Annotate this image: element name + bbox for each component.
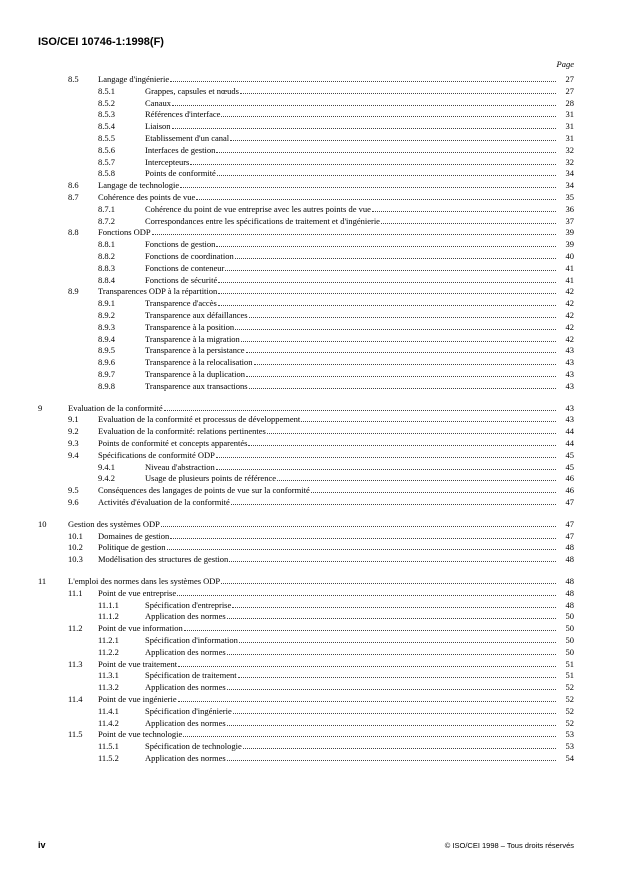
toc-entry-title: Point de vue entreprise xyxy=(98,587,177,598)
toc-entry-number: 10 xyxy=(38,518,47,529)
toc-dot-leader xyxy=(233,705,556,714)
toc-entry-title: Transparence aux transactions xyxy=(145,380,248,391)
toc-entry-number: 11.4.1 xyxy=(98,705,119,716)
toc-entry[interactable] xyxy=(0,73,619,85)
toc-entry-page: 52 xyxy=(565,705,574,716)
toc-entry-number: 8.5.8 xyxy=(98,168,115,179)
toc-dot-leader xyxy=(180,179,556,188)
toc-entry[interactable] xyxy=(0,191,619,203)
toc-entry-title: Correspondances entre les spécifications de traitement et d'ingénierie xyxy=(145,215,380,226)
toc-entry-title: Langage de technologie xyxy=(98,180,180,191)
toc-entry-page: 41 xyxy=(565,274,574,285)
toc-dot-leader xyxy=(240,85,556,94)
toc-dot-leader xyxy=(254,356,556,365)
toc-entry-page: 54 xyxy=(565,753,574,763)
toc-entry-page: 43 xyxy=(565,402,574,413)
toc-entry-number: 11 xyxy=(38,576,47,586)
toc-dot-leader xyxy=(230,132,556,141)
toc-entry-page: 51 xyxy=(565,670,574,681)
toc-entry-title: Spécification d'information xyxy=(145,635,238,645)
toc-entry-title: Evaluation de la conformité xyxy=(68,402,163,413)
toc-entry-page: 45 xyxy=(565,461,574,472)
toc-entry-number: 11.1.1 xyxy=(98,599,119,610)
toc-entry[interactable] xyxy=(0,610,619,622)
toc-entry[interactable] xyxy=(0,333,619,345)
toc-entry[interactable] xyxy=(0,179,619,191)
toc-entry-page: 40 xyxy=(565,251,574,261)
toc-dot-leader xyxy=(183,728,556,737)
toc-entry-page: 28 xyxy=(565,97,574,108)
toc-dot-leader xyxy=(190,156,556,165)
toc-entry-page: 37 xyxy=(565,215,574,226)
toc-entry[interactable] xyxy=(0,285,619,297)
toc-entry-number: 8.5.1 xyxy=(98,85,115,96)
toc-entry-page: 45 xyxy=(565,449,574,460)
toc-entry-number: 8.5.6 xyxy=(98,144,115,155)
toc-entry-title: Point de vue technologie xyxy=(98,729,183,740)
toc-entry-number: 8.9.5 xyxy=(98,345,115,356)
toc-entry-page: 34 xyxy=(565,168,574,179)
toc-entry[interactable] xyxy=(0,215,619,227)
toc-entry-title: Cohérence du point de vue entreprise avec les autres points de vue xyxy=(145,203,371,214)
toc-dot-leader xyxy=(246,344,556,353)
toc-entry[interactable] xyxy=(0,144,619,156)
footer-page-number: iv xyxy=(38,840,46,850)
toc-entry-page: 46 xyxy=(565,485,574,496)
toc-entry[interactable] xyxy=(0,461,619,473)
toc-entry-page: 31 xyxy=(565,133,574,143)
toc-entry-page: 31 xyxy=(565,121,574,132)
toc-entry-number: 8.9.7 xyxy=(98,369,115,379)
toc-entry-page: 44 xyxy=(565,438,574,448)
toc-entry-number: 9.4.2 xyxy=(98,473,115,484)
toc-entry-page: 46 xyxy=(565,473,574,484)
toc-entry-number: 8.9.8 xyxy=(98,380,115,391)
toc-entry-number: 8.6 xyxy=(68,180,79,191)
toc-entry[interactable] xyxy=(0,85,619,97)
toc-entry-page: 50 xyxy=(565,646,574,657)
toc-entry-title: Transparence aux défaillances xyxy=(145,310,248,320)
toc-entry[interactable] xyxy=(0,120,619,132)
toc-dot-leader xyxy=(161,518,556,527)
toc-entry-title: Interfaces de gestion xyxy=(145,144,216,155)
toc-entry-number: 8.9.3 xyxy=(98,321,115,332)
toc-entry-title: Application des normes xyxy=(145,682,226,693)
toc-entry-page: 50 xyxy=(565,635,574,645)
toc-entry-title: Application des normes xyxy=(145,717,226,728)
toc-entry-page: 53 xyxy=(565,729,574,740)
toc-dot-leader xyxy=(217,167,556,176)
toc-entry[interactable] xyxy=(0,167,619,179)
toc-entry-title: Points de conformité et concepts apparentés xyxy=(98,438,248,448)
toc-dot-leader xyxy=(277,472,556,481)
toc-entry-number: 8.5.7 xyxy=(98,156,115,167)
toc-entry-title: Intercepteurs xyxy=(145,156,190,167)
toc-entry-number: 8.5.3 xyxy=(98,109,115,120)
toc-entry-title: Usage de plusieurs points de référence xyxy=(145,473,276,484)
toc-entry-title: Spécification de technologie xyxy=(145,741,242,752)
toc-entry-page: 52 xyxy=(565,682,574,693)
toc-entry-number: 10.1 xyxy=(68,530,83,541)
toc-entry-number: 11.3.1 xyxy=(98,670,119,681)
toc-entry-page: 42 xyxy=(565,321,574,332)
toc-entry-page: 52 xyxy=(565,717,574,728)
toc-entry-title: Transparence d'accès xyxy=(145,298,217,309)
page-column-label: Page xyxy=(556,59,574,69)
toc-dot-leader xyxy=(216,238,556,247)
toc-entry[interactable] xyxy=(0,262,619,274)
toc-dot-leader xyxy=(221,108,556,117)
toc-entry-number: 8.7.1 xyxy=(98,203,115,214)
toc-entry-page: 50 xyxy=(565,611,574,622)
toc-entry-title: Gestion des systèmes ODP xyxy=(68,518,160,529)
toc-dot-leader xyxy=(248,437,556,446)
toc-dot-leader xyxy=(229,553,556,562)
toc-entry-title: Etablissement d'un canal xyxy=(145,133,230,143)
toc-entry-title: Transparences ODP à la répartition xyxy=(98,286,218,297)
toc-entry-page: 44 xyxy=(565,426,574,437)
toc-entry-page: 48 xyxy=(565,587,574,598)
toc-entry-title: Spécification d'entreprise xyxy=(145,599,232,610)
toc-entry-title: Fonctions de conteneur xyxy=(145,262,225,273)
toc-entry-title: Spécification d'ingénierie xyxy=(145,705,232,716)
toc-entry-page: 48 xyxy=(565,554,574,565)
toc-entry-page: 39 xyxy=(565,239,574,250)
toc-entry-page: 51 xyxy=(565,658,574,669)
toc-entry-title: Points de conformité xyxy=(145,168,216,179)
toc-entry-number: 11.5.1 xyxy=(98,741,119,752)
toc-entry-title: Fonctions de coordination xyxy=(145,251,234,261)
toc-entry-page: 42 xyxy=(565,333,574,344)
toc-entry-page: 47 xyxy=(565,530,574,541)
toc-entry-page: 43 xyxy=(565,345,574,356)
toc-entry-title: Activités d'évaluation de la conformité xyxy=(98,497,230,507)
toc-entry[interactable] xyxy=(0,368,619,380)
toc-entry[interactable] xyxy=(0,97,619,109)
toc-entry-page: 43 xyxy=(565,380,574,391)
toc-entry[interactable] xyxy=(0,646,619,658)
toc-entry-page: 41 xyxy=(565,262,574,273)
toc-entry-title: Cohérence des points de vue xyxy=(98,192,196,202)
toc-entry-page: 42 xyxy=(565,286,574,297)
toc-entry-page: 39 xyxy=(565,227,574,238)
toc-entry-page: 47 xyxy=(565,518,574,529)
toc-dot-leader xyxy=(381,215,556,224)
toc-entry[interactable] xyxy=(0,238,619,250)
toc-entry-number: 9.5 xyxy=(68,485,79,496)
toc-entry-title: Evaluation de la conformité: relations pertinentes xyxy=(98,426,266,437)
toc-dot-leader xyxy=(238,669,556,678)
toc-entry[interactable] xyxy=(0,728,619,740)
toc-entry-number: 8.5.2 xyxy=(98,97,115,108)
toc-entry-page: 35 xyxy=(565,192,574,202)
toc-entry-title: Domaines de gestion xyxy=(98,530,170,541)
toc-entry-number: 8.5.5 xyxy=(98,133,115,143)
toc-entry[interactable] xyxy=(0,669,619,681)
toc-entry[interactable] xyxy=(0,496,619,508)
toc-entry-title: Point de vue ingénierie xyxy=(98,694,177,704)
toc-dot-leader xyxy=(164,402,556,411)
toc-entry-number: 8.5 xyxy=(68,74,79,84)
toc-entry[interactable] xyxy=(0,250,619,262)
toc-entry-title: Application des normes xyxy=(145,611,226,622)
toc-entry[interactable] xyxy=(0,321,619,333)
toc-entry[interactable] xyxy=(0,156,619,168)
toc-dot-leader xyxy=(177,587,556,596)
toc-entry[interactable] xyxy=(0,449,619,461)
toc-dot-leader xyxy=(225,262,556,271)
toc-entry[interactable] xyxy=(0,518,619,530)
document-header-title: ISO/CEI 10746-1:1998(F) xyxy=(38,36,164,48)
toc-entry-number: 11.3.2 xyxy=(98,682,119,693)
toc-entry-page: 43 xyxy=(565,369,574,379)
toc-entry[interactable] xyxy=(0,413,619,425)
toc-entry-number: 9.1 xyxy=(68,414,79,425)
toc-entry-number: 8.8.4 xyxy=(98,274,115,285)
toc-dot-leader xyxy=(178,658,556,667)
toc-entry-number: 10.2 xyxy=(68,542,83,553)
toc-dot-leader xyxy=(170,530,556,539)
toc-dot-leader xyxy=(196,191,556,200)
toc-entry-title: Niveau d'abstraction xyxy=(145,461,215,472)
toc-entry-title: Evaluation de la conformité et processus de développement xyxy=(98,414,301,425)
toc-entry[interactable] xyxy=(0,541,619,553)
toc-entry-number: 8.8.1 xyxy=(98,239,115,250)
toc-entry-page: 47 xyxy=(565,497,574,507)
toc-entry-page: 50 xyxy=(565,623,574,634)
toc-entry-number: 8.9.2 xyxy=(98,310,115,320)
toc-entry[interactable] xyxy=(0,344,619,356)
toc-dot-leader xyxy=(267,425,556,434)
toc-entry-page: 53 xyxy=(565,741,574,752)
toc-dot-leader xyxy=(218,285,556,294)
toc-entry-title: Fonctions de gestion xyxy=(145,239,216,250)
toc-entry-number: 9.4.1 xyxy=(98,461,115,472)
toc-entry-page: 27 xyxy=(565,74,574,84)
toc-entry-number: 11.3 xyxy=(68,658,83,669)
toc-entry-number: 9 xyxy=(38,402,43,413)
toc-dot-leader xyxy=(216,144,556,153)
toc-dot-leader xyxy=(218,297,556,306)
toc-entry[interactable] xyxy=(0,740,619,752)
toc-entry[interactable] xyxy=(0,599,619,611)
toc-entry[interactable] xyxy=(0,717,619,729)
toc-entry-number: 8.7 xyxy=(68,192,79,202)
toc-dot-leader xyxy=(172,97,556,106)
toc-entry[interactable] xyxy=(0,425,619,437)
toc-entry-number: 8.8.3 xyxy=(98,262,115,273)
toc-entry-title: Fonctions de sécurité xyxy=(145,274,218,285)
toc-dot-leader xyxy=(311,484,556,493)
toc-dot-leader xyxy=(241,333,556,342)
toc-dot-leader xyxy=(243,740,556,749)
toc-dot-leader xyxy=(216,461,556,470)
toc-dot-leader xyxy=(246,368,556,377)
toc-entry-number: 11.5.2 xyxy=(98,753,119,763)
toc-entry-page: 43 xyxy=(565,357,574,368)
toc-entry-title: Point de vue traitement xyxy=(98,658,178,669)
toc-entry[interactable] xyxy=(0,693,619,705)
toc-entry-page: 48 xyxy=(565,576,574,586)
toc-entry-number: 8.9.6 xyxy=(98,357,115,368)
toc-entry[interactable] xyxy=(0,203,619,215)
toc-entry[interactable] xyxy=(0,297,619,309)
toc-entry-title: Liaison xyxy=(145,121,171,132)
toc-entry-title: Transparence à la relocalisation xyxy=(145,357,253,368)
toc-entry-title: Grappes, capsules et nœuds xyxy=(145,85,239,96)
toc-entry-page: 32 xyxy=(565,156,574,167)
toc-entry-title: Spécification de traitement xyxy=(145,670,237,681)
toc-entry-page: 52 xyxy=(565,694,574,704)
toc-dot-leader xyxy=(172,120,557,129)
toc-dot-leader xyxy=(184,622,556,631)
toc-entry[interactable] xyxy=(0,472,619,484)
toc-entry[interactable] xyxy=(0,530,619,542)
toc-dot-leader xyxy=(167,541,556,550)
toc-dot-leader xyxy=(235,321,556,330)
toc-dot-leader xyxy=(227,646,556,655)
toc-entry-number: 8.7.2 xyxy=(98,215,115,226)
toc-dot-leader xyxy=(232,599,556,608)
toc-entry-title: Conséquences des langages de points de vue sur la conformité xyxy=(98,485,310,496)
toc-entry-title: Langage d'ingénierie xyxy=(98,74,170,84)
toc-entry-title: Spécifications de conformité ODP xyxy=(98,449,215,460)
toc-entry[interactable] xyxy=(0,437,619,449)
toc-entry-page: 32 xyxy=(565,144,574,155)
toc-entry-title: Canaux xyxy=(145,97,171,108)
toc-entry-number: 9.6 xyxy=(68,497,79,507)
toc-entry[interactable] xyxy=(0,274,619,286)
toc-entry-title: Transparence à la persistance xyxy=(145,345,245,356)
toc-entry-number: 9.3 xyxy=(68,438,79,448)
toc-entry-title: Transparence à la duplication xyxy=(145,369,245,379)
toc-dot-leader xyxy=(178,693,556,702)
toc-entry-number: 9.2 xyxy=(68,426,79,437)
toc-entry[interactable] xyxy=(0,226,619,238)
toc-entry-page: 43 xyxy=(565,414,574,425)
toc-dot-leader xyxy=(216,449,556,458)
toc-entry[interactable] xyxy=(0,658,619,670)
toc-entry-number: 11.1.2 xyxy=(98,611,119,622)
toc-dot-leader xyxy=(218,274,556,283)
toc-entry-title: Politique de gestion xyxy=(98,542,166,553)
toc-entry[interactable] xyxy=(0,681,619,693)
toc-entry-number: 11.5 xyxy=(68,729,83,740)
toc-dot-leader xyxy=(249,380,556,389)
toc-entry-number: 10.3 xyxy=(68,554,83,565)
toc-entry-page: 42 xyxy=(565,310,574,320)
toc-dot-leader xyxy=(170,73,556,82)
toc-entry-number: 11.4 xyxy=(68,694,83,704)
toc-entry[interactable] xyxy=(0,587,619,599)
toc-entry[interactable] xyxy=(0,634,619,646)
toc-entry-number: 11.1 xyxy=(68,587,83,598)
toc-entry-number: 8.9.1 xyxy=(98,298,115,309)
toc-entry-page: 42 xyxy=(565,298,574,309)
toc-entry[interactable] xyxy=(0,356,619,368)
toc-entry-number: 11.2 xyxy=(68,623,83,634)
toc-entry-number: 8.5.4 xyxy=(98,121,115,132)
toc-entry-title: L'emploi des normes dans les systèmes ODP xyxy=(68,576,221,586)
toc-entry[interactable] xyxy=(0,132,619,144)
footer-copyright: © ISO/CEI 1998 – Tous droits réservés xyxy=(444,841,574,850)
toc-entry[interactable] xyxy=(0,553,619,565)
toc-entry-title: Fonctions ODP xyxy=(98,227,151,238)
toc-entry-title: Application des normes xyxy=(145,753,226,763)
toc-entry-title: Transparence à la migration xyxy=(145,333,240,344)
toc-entry[interactable] xyxy=(0,108,619,120)
toc-entry-title: Références d'interface xyxy=(145,109,221,120)
toc-entry-page: 27 xyxy=(565,85,574,96)
toc-dot-leader xyxy=(239,634,556,643)
toc-entry[interactable] xyxy=(0,705,619,717)
toc-entry-number: 8.9 xyxy=(68,286,79,297)
toc-dot-leader xyxy=(227,752,556,761)
toc-entry[interactable] xyxy=(0,380,619,392)
toc-dot-leader xyxy=(152,226,556,235)
toc-dot-leader xyxy=(235,250,556,259)
toc-dot-leader xyxy=(227,681,556,690)
toc-dot-leader xyxy=(231,496,556,505)
toc-entry-page: 31 xyxy=(565,109,574,120)
toc-entry-page: 36 xyxy=(565,203,574,214)
toc-entry-page: 48 xyxy=(565,542,574,553)
toc-entry-number: 11.4.2 xyxy=(98,717,119,728)
toc-entry-number: 8.8.2 xyxy=(98,251,115,261)
toc-dot-leader xyxy=(227,717,556,726)
toc-entry[interactable] xyxy=(0,575,619,587)
toc-entry[interactable] xyxy=(0,622,619,634)
toc-dot-leader xyxy=(372,203,556,212)
toc-entry-number: 11.2.1 xyxy=(98,635,119,645)
toc-entry-number: 8.9.4 xyxy=(98,333,115,344)
toc-entry-number: 9.4 xyxy=(68,449,79,460)
toc-entry[interactable] xyxy=(0,484,619,496)
toc-entry[interactable] xyxy=(0,402,619,414)
toc-entry-number: 11.2.2 xyxy=(98,646,119,657)
toc-entry-number: 8.8 xyxy=(68,227,79,238)
toc-entry-title: Application des normes xyxy=(145,646,226,657)
toc-entry-title: Point de vue information xyxy=(98,623,183,634)
toc-dot-leader xyxy=(249,309,556,318)
toc-entry-page: 34 xyxy=(565,180,574,191)
toc-dot-leader xyxy=(221,575,556,584)
toc-dot-leader xyxy=(301,413,556,422)
toc-entry-title: Transparence à la position xyxy=(145,321,235,332)
toc-entry[interactable] xyxy=(0,309,619,321)
toc-dot-leader xyxy=(227,610,556,619)
toc-entry-title: Modélisation des structures de gestion xyxy=(98,554,229,565)
toc-entry[interactable] xyxy=(0,752,619,764)
toc-entry-page: 48 xyxy=(565,599,574,610)
